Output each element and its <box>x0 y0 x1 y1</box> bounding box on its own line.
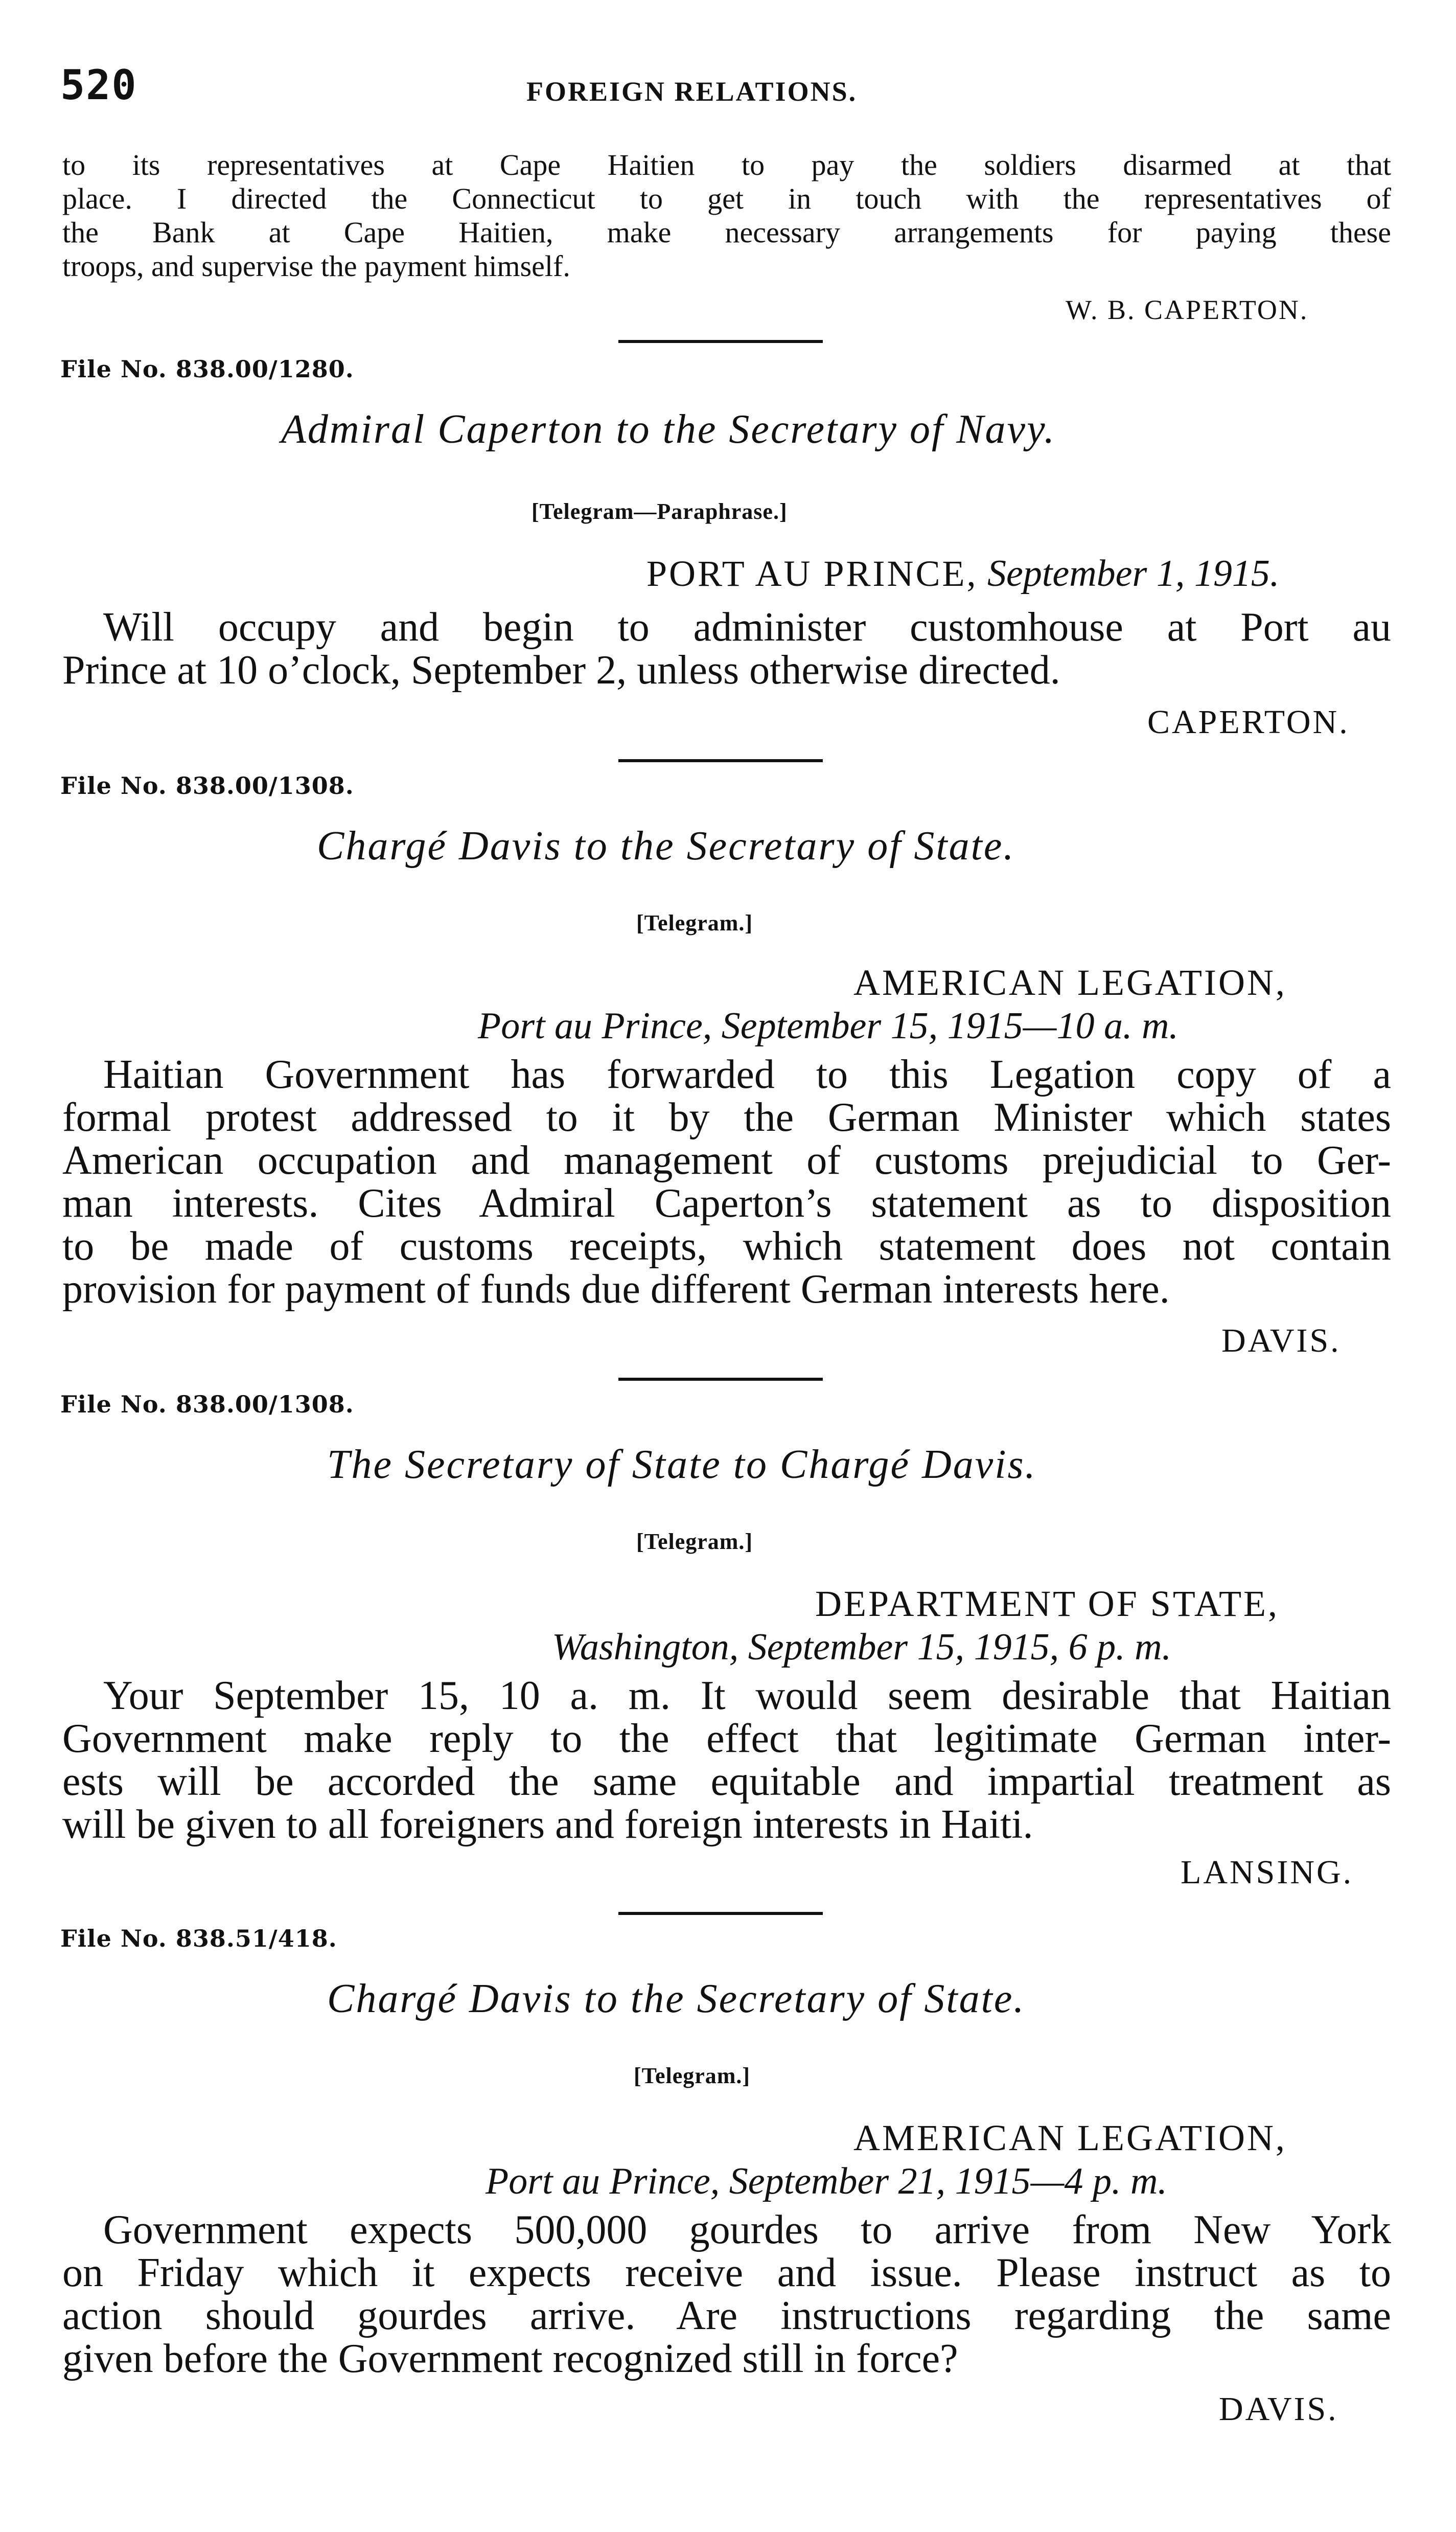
paragraph-line: to its representatives at Cape Haitien to pay the soldiers disarmed at that <box>62 148 1391 181</box>
section-divider <box>618 340 823 343</box>
section-divider <box>618 759 823 762</box>
paragraph-line: Haitian Government has forwarded to this Legation copy of a <box>103 1052 1391 1097</box>
paragraph-line: will be given to all foreigners and foreign interests in Haiti. <box>62 1802 1033 1847</box>
signature-caperton-full: W. B. CAPERTON. <box>1066 294 1309 325</box>
file-number: File No. 838.00/1308. <box>60 772 354 800</box>
telegram-label: [Telegram.] <box>634 2063 751 2088</box>
section-divider <box>618 1378 823 1381</box>
telegram-label: [Telegram—Paraphrase.] <box>531 499 788 524</box>
continued-paragraph <box>62 148 1391 283</box>
body-paragraph <box>62 1053 1391 1311</box>
body-paragraph <box>62 2208 1391 2380</box>
paragraph-line: American occupation and management of customs prejudicial to Ger- <box>62 1138 1391 1183</box>
paragraph-line: ests will be accorded the same equitable and impartial treatment as <box>62 1759 1391 1804</box>
file-number: File No. 838.00/1308. <box>60 1390 354 1418</box>
paragraph-line: man interests. Cites Admiral Caperton’s statement as to disposition <box>62 1181 1391 1226</box>
document-heading: The Secretary of State to Chargé Davis. <box>327 1442 1037 1487</box>
dateline-date: Port au Prince, September 21, 1915—4 p. m. <box>486 2160 1167 2202</box>
document-heading: Chargé Davis to the Secretary of State. <box>327 1976 1026 2021</box>
paragraph-line: Your September 15, 10 a. m. It would seem desirable that Haitian <box>103 1673 1391 1718</box>
paragraph-line: to be made of customs receipts, which statement does not contain <box>62 1224 1391 1269</box>
body-paragraph <box>62 606 1391 692</box>
signature: DAVIS. <box>1219 2390 1338 2428</box>
page-number: 520 <box>60 61 137 109</box>
file-number: File No. 838.51/418. <box>60 1925 337 1952</box>
telegram-label: [Telegram.] <box>636 910 753 936</box>
signature: LANSING. <box>1181 1854 1354 1891</box>
dateline-place-line <box>853 961 1287 1005</box>
body-paragraph <box>62 1674 1391 1846</box>
dateline-place: AMERICAN LEGATION, <box>853 962 1287 1003</box>
paragraph-line: on Friday which it expects receive and issue. Please instruct as to <box>62 2250 1391 2295</box>
dateline-date: Washington, September 15, 1915, 6 p. m. <box>552 1626 1172 1668</box>
paragraph-line: troops, and supervise the payment himself. <box>62 249 570 283</box>
dateline-date: Port au Prince, September 15, 1915—10 a. m. <box>478 1005 1178 1047</box>
dateline-date-line <box>478 1005 1178 1048</box>
document-heading: Admiral Caperton to the Secretary of Navy. <box>281 407 1056 452</box>
dateline-place-line <box>853 2116 1287 2160</box>
document-heading: Chargé Davis to the Secretary of State. <box>317 824 1015 869</box>
paragraph-line: Government expects 500,000 gourdes to arrive from New York <box>103 2207 1391 2252</box>
dateline-date: September 1, 1915. <box>987 553 1280 595</box>
dateline <box>646 552 1279 596</box>
telegram-label: [Telegram.] <box>636 1529 753 1554</box>
dateline-place-line <box>815 1582 1279 1626</box>
paragraph-line: place. I directed the Connecticut to get in touch with the representatives of <box>62 182 1391 215</box>
dateline-place: PORT AU PRINCE, <box>646 553 978 594</box>
file-number: File No. 838.00/1280. <box>60 355 354 383</box>
paragraph-line: Prince at 10 o’clock, September 2, unless otherwise directed. <box>62 648 1060 693</box>
dateline-date-line <box>486 2160 1167 2203</box>
paragraph-line: the Bank at Cape Haitien, make necessary arrangements for paying these <box>62 216 1391 249</box>
paragraph-line: formal protest addressed to it by the German Minister which states <box>62 1095 1391 1140</box>
section-divider <box>618 1912 823 1915</box>
paragraph-line: Government make reply to the effect that legitimate German inter- <box>62 1716 1391 1761</box>
paragraph-line: provision for payment of funds due different German interests here. <box>62 1267 1170 1312</box>
signature: DAVIS. <box>1221 1322 1341 1359</box>
signature: CAPERTON. <box>1147 703 1350 741</box>
dateline-place: DEPARTMENT OF STATE, <box>815 1583 1280 1624</box>
dateline-date-line <box>552 1626 1171 1669</box>
paragraph-line: given before the Government recognized still in force? <box>62 2336 958 2381</box>
running-title: FOREIGN RELATIONS. <box>526 76 858 107</box>
paragraph-line: action should gourdes arrive. Are instructions regarding the same <box>62 2293 1391 2338</box>
dateline-place: AMERICAN LEGATION, <box>853 2117 1287 2158</box>
paragraph-line: Will occupy and begin to administer customhouse at Port au <box>103 605 1391 650</box>
